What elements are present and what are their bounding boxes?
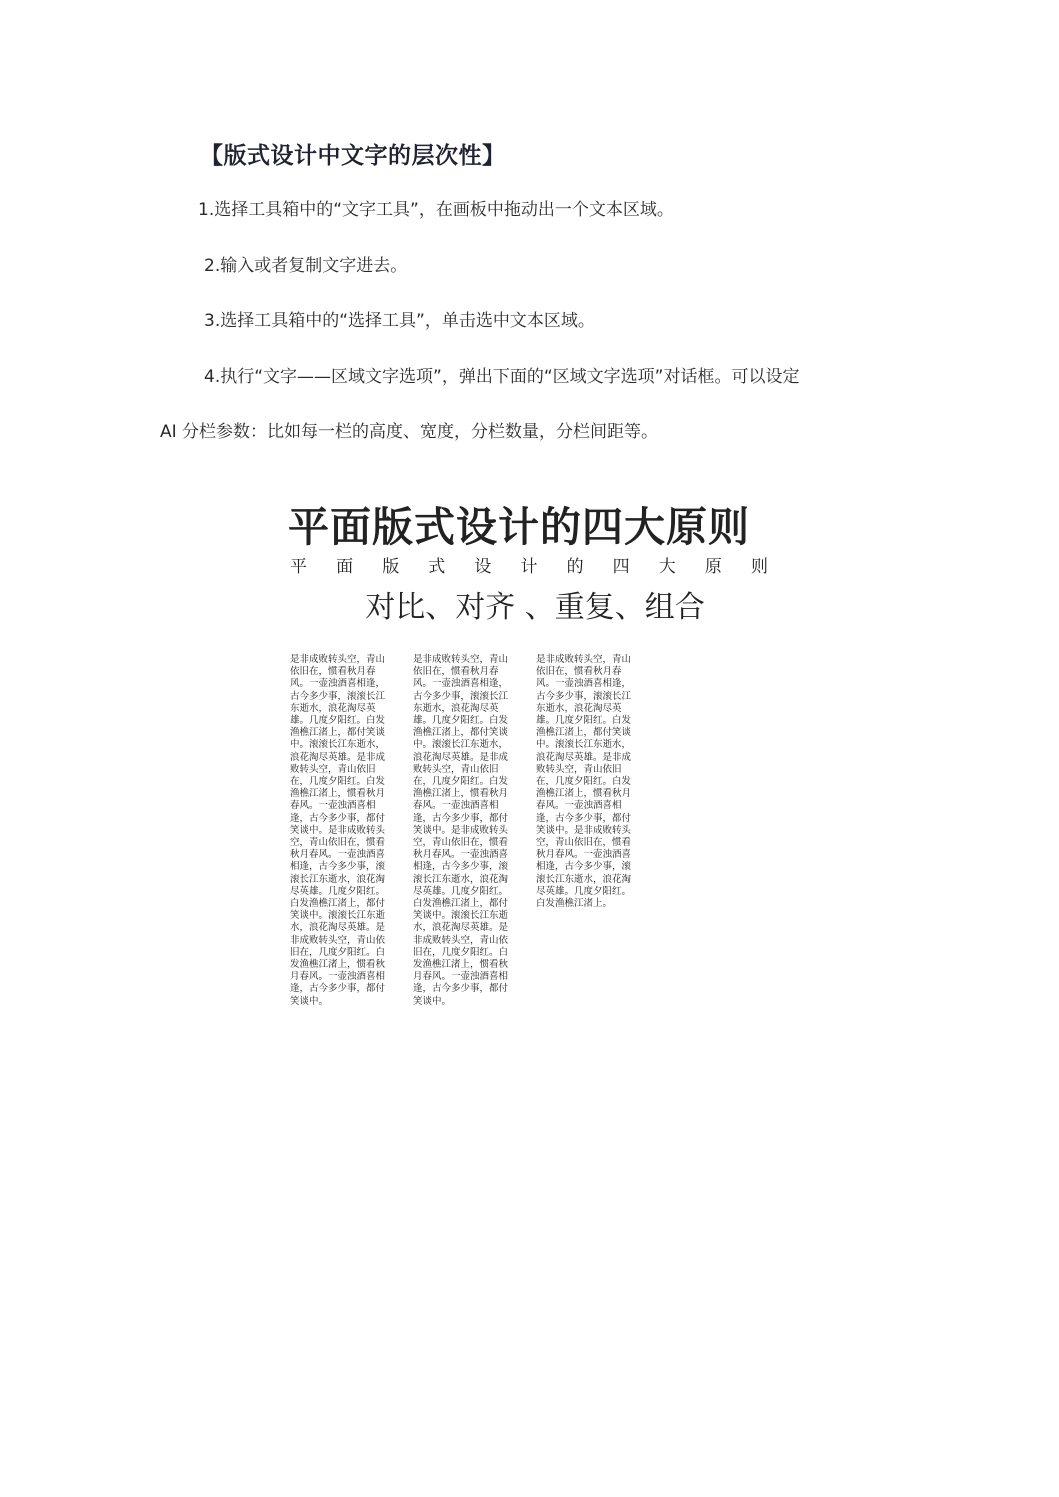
poster-spaced-char: 则: [750, 557, 768, 577]
step-4-paragraph-line-1: 4.执行“文字——区域文字选项”，弹出下面的“区域文字选项”对话框。可以设定: [204, 367, 800, 387]
poster-text-column-2: 是非成败转头空，青山依旧在，惯看秋月春风。一壶浊酒喜相逢，古今多少事，滚滚长江东逝水，浪花淘尽英雄。几度夕阳红。白发渔樵江渚上，都付笑谈中。滚滚长江东逝水，浪花淘尽英雄。是非成败转头空，青山依旧在，几度夕阳红。白发渔樵江渚上，惯看秋月春风。一壶浊酒喜相逢，古今多少事，都付笑谈中。是非成败转头空，青山依旧在，惯看秋月春风。一壶浊酒喜相逢，古今多少事，滚滚长江东逝水，浪花淘尽英雄。几度夕阳红。白发渔樵江渚上，都付笑谈中。滚滚长江东逝水，浪花淘尽英雄。是非成败转头空，青山依旧在，几度夕阳红。白发渔樵江渚上，惯看秋月春风。一壶浊酒喜相逢，古今多少事，都付笑谈中。: [413, 654, 509, 1007]
step-1-paragraph: 1.选择工具箱中的“文字工具”，在画板中拖动出一个文本区域。: [198, 200, 674, 220]
step-3-paragraph: 3.选择工具箱中的“选择工具”，单击选中文本区域。: [204, 311, 595, 331]
poster-spaced-char: 设: [474, 557, 492, 577]
poster-text-column-3: 是非成败转头空，青山依旧在，惯看秋月春风。一壶浊酒喜相逢，古今多少事，滚滚长江东逝水，浪花淘尽英雄。几度夕阳红。白发渔樵江渚上，都付笑谈中。滚滚长江东逝水，浪花淘尽英雄。是非成败转头空，青山依旧在，几度夕阳红。白发渔樵江渚上，惯看秋月春风。一壶浊酒喜相逢，古今多少事，都付笑谈中。是非成败转头空，青山依旧在，惯看秋月春风。一壶浊酒喜相逢，古今多少事，滚滚长江东逝水，浪花淘尽英雄。几度夕阳红。白发渔樵江渚上。: [536, 654, 632, 910]
poster-spaced-char: 的: [566, 557, 584, 577]
poster-text-column-1: 是非成败转头空，青山依旧在，惯看秋月春风。一壶浊酒喜相逢，古今多少事，滚滚长江东逝水，浪花淘尽英雄。几度夕阳红。白发渔樵江渚上，都付笑谈中。滚滚长江东逝水，浪花淘尽英雄。是非成败转头空，青山依旧在，几度夕阳红。白发渔樵江渚上，惯看秋月春风。一壶浊酒喜相逢，古今多少事，都付笑谈中。是非成败转头空，青山依旧在，惯看秋月春风。一壶浊酒喜相逢，古今多少事，滚滚长江东逝水，浪花淘尽英雄。几度夕阳红。白发渔樵江渚上，都付笑谈中。滚滚长江东逝水，浪花淘尽英雄。是非成败转头空，青山依旧在，几度夕阳红。白发渔樵江渚上，惯看秋月春风。一壶浊酒喜相逢，古今多少事，都付笑谈中。: [290, 654, 386, 1007]
poster-spaced-char: 大: [658, 557, 676, 577]
poster-spaced-char: 式: [428, 557, 446, 577]
poster-spaced-char: 计: [520, 557, 538, 577]
document-heading: 【版式设计中文字的层次性】: [200, 143, 506, 169]
poster-spaced-char: 面: [336, 557, 354, 577]
poster-spaced-title: [290, 552, 768, 577]
step-2-paragraph: 2.输入或者复制文字进去。: [204, 256, 408, 276]
poster-spaced-char: 平: [290, 557, 307, 577]
step-4-paragraph-line-2: AI 分栏参数：比如每一栏的高度、宽度，分栏数量，分栏间距等。: [160, 422, 659, 442]
poster-image: [280, 490, 780, 1007]
poster-spaced-char: 原: [704, 557, 722, 577]
poster-spaced-char: 版: [382, 557, 400, 577]
poster-title: 平面版式设计的四大原则: [288, 503, 750, 551]
poster-spaced-char: 四: [612, 557, 630, 577]
poster-subtitle: 对比、对齐 、重复、组合: [365, 590, 705, 625]
